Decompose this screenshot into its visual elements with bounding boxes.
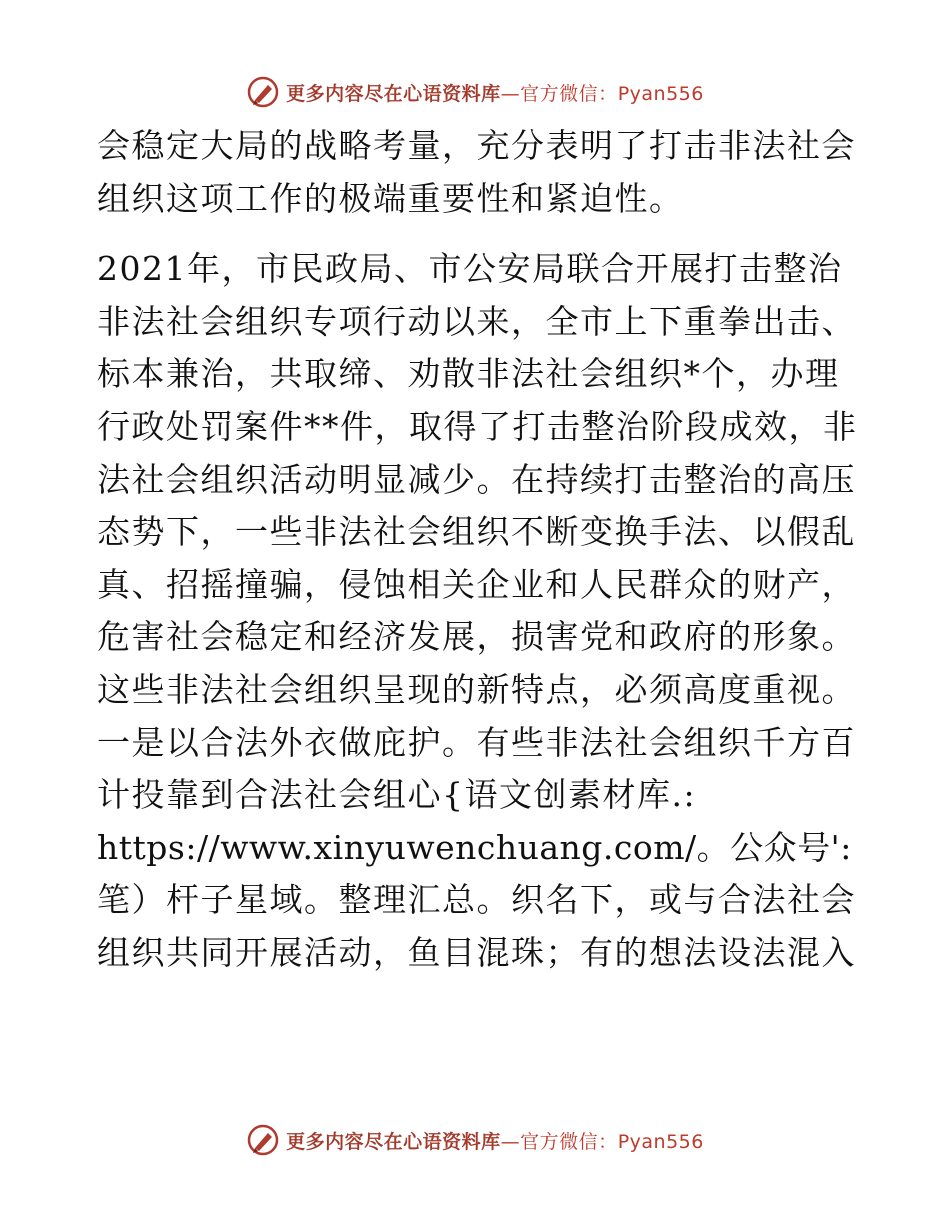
pen-logo-icon (246, 75, 280, 109)
text-line: 危害社会稳定和经济发展，损害党和政府的形象。 (97, 617, 856, 657)
text-line: 一是以合法外衣做庇护。有些非法社会组织千方百 (97, 722, 856, 762)
paragraph-1 (97, 120, 857, 225)
footer-watermark (0, 1120, 950, 1160)
document-body (97, 120, 857, 980)
text-line: 会稳定大局的战略考量，充分表明了打击非法社会 (97, 126, 856, 165)
text-line: 组织这项工作的极端重要性和紧迫性。 (97, 178, 684, 218)
text-line: 计投靠到合法社会组心{语文创素材库.: (97, 775, 697, 815)
paragraph-2 (97, 243, 857, 979)
text-line: 笔）杆子星域。整理汇总。织名下，或与合法社会 (97, 880, 856, 920)
watermark-text: 更多内容尽在心语资料库—官方微信：Pyan556 (286, 1130, 704, 1153)
text-line: 组织共同开展活动，鱼目混珠；有的想法设法混入 (97, 932, 856, 972)
text-line: 法社会组织活动明显减少。在持续打击整治的高压 (97, 459, 856, 499)
text-line: 态势下，一些非法社会组织不断变换手法、以假乱 (97, 512, 856, 552)
header-watermark (0, 72, 950, 112)
text-line: 非法社会组织专项行动以来，全市上下重拳出击、 (97, 301, 856, 341)
text-line: 标本兼治，共取缔、劝散非法社会组织*个，办理 (97, 354, 840, 394)
text-line: 这些非法社会组织呈现的新特点，必须高度重视。 (97, 669, 856, 709)
text-line: 真、招摇撞骗，侵蚀相关企业和人民群众的财产， (97, 564, 856, 604)
text-line: 2021年，市民政局、市公安局联合开展打击整治 (97, 249, 843, 289)
text-line-url: https://www.xinyuwenchuang.com/。公众号': (97, 827, 852, 867)
text-line: 行政处罚案件**件，取得了打击整治阶段成效，非 (97, 406, 858, 446)
pen-logo-icon (246, 1123, 280, 1157)
watermark-text: 更多内容尽在心语资料库—官方微信：Pyan556 (286, 82, 704, 105)
